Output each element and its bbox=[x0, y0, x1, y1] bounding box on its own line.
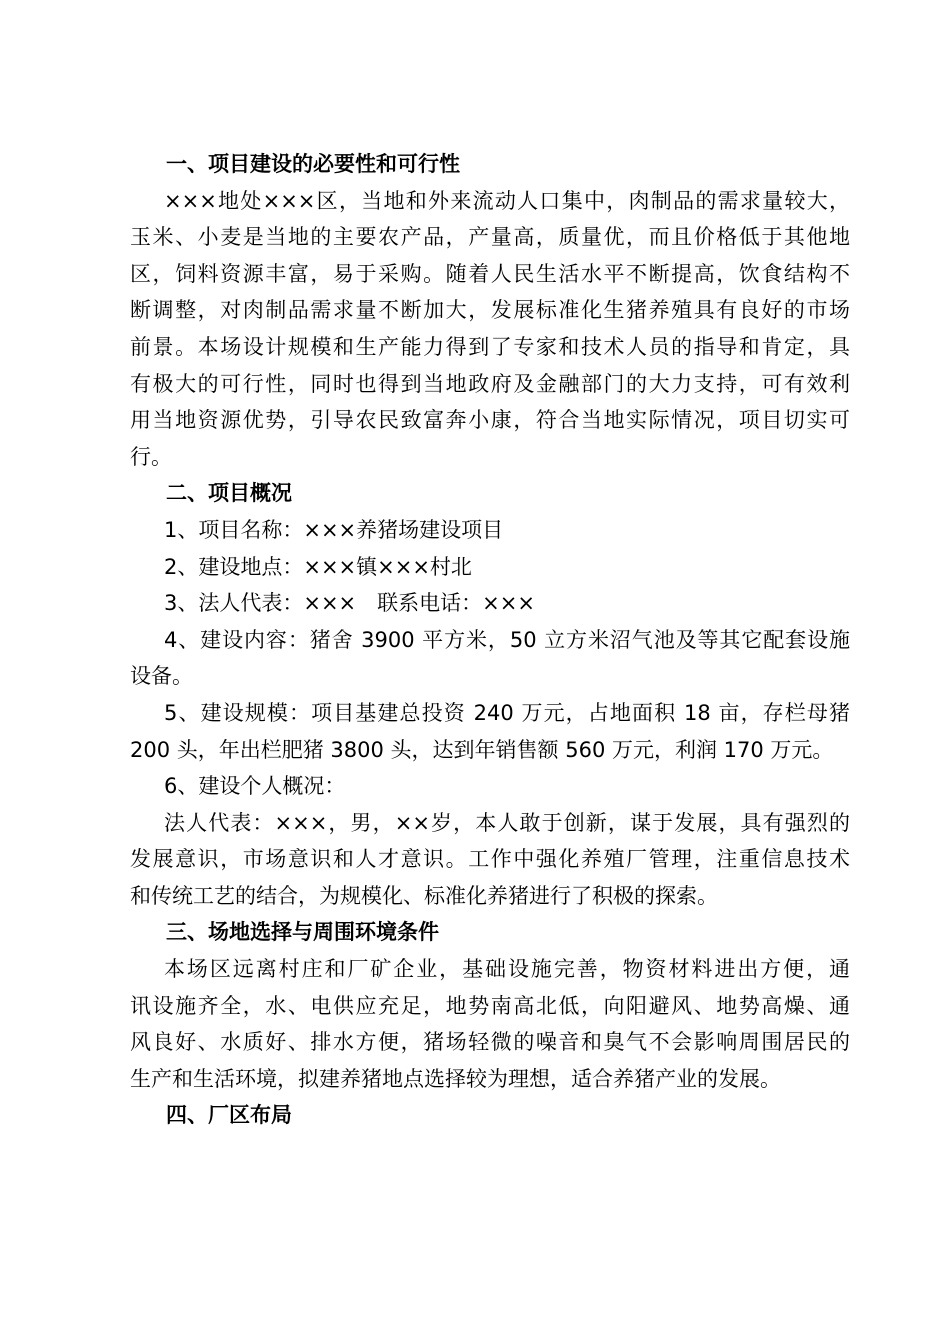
list-item-legal-rep: 3、法人代表：××× 联系电话：××× bbox=[164, 591, 535, 616]
list-item-profile: 6、建设个人概况： bbox=[164, 774, 346, 799]
section-heading-overview: 二、项目概况 bbox=[166, 481, 292, 506]
paragraph-line: 本场区远离村庄和厂矿企业，基础设施完善，物资材料进出方便，通 bbox=[164, 957, 850, 982]
section-heading-necessity: 一、项目建设的必要性和可行性 bbox=[166, 152, 460, 176]
paragraph-line: 断调整，对肉制品需求量不断加大，发展标准化生猪养殖具有良好的市场 bbox=[130, 298, 850, 323]
section-heading-layout: 四、厂区布局 bbox=[166, 1103, 292, 1128]
list-item-content: 4、建设内容：猪舍 3900 平方米，50 立方米沼气池及等其它配套设施 bbox=[164, 627, 850, 652]
list-item-location: 2、建设地点：×××镇×××村北 bbox=[164, 554, 472, 579]
paragraph-line: 生产和生活环境，拟建养猪地点选择较为理想，适合养猪产业的发展。 bbox=[130, 1066, 781, 1091]
list-item-content-cont: 设备。 bbox=[130, 664, 193, 689]
paragraph-line: 行。 bbox=[130, 444, 172, 469]
document-page bbox=[130, 146, 850, 1134]
paragraph-line: 发展意识，市场意识和人才意识。工作中强化养殖厂管理，注重信息技术 bbox=[130, 847, 850, 872]
paragraph-line: 玉米、小麦是当地的主要农产品，产量高，质量优，而且价格低于其他地 bbox=[130, 225, 850, 250]
paragraph-line: 区，饲料资源丰富，易于采购。随着人民生活水平不断提高，饮食结构不 bbox=[130, 261, 850, 286]
paragraph-line: 前景。本场设计规模和生产能力得到了专家和技术人员的指导和肯定，具 bbox=[130, 334, 850, 359]
paragraph-line: 用当地资源优势，引导农民致富奔小康，符合当地实际情况，项目切实可 bbox=[130, 408, 850, 433]
paragraph-line: ×××地处×××区，当地和外来流动人口集中，肉制品的需求量较大， bbox=[164, 188, 850, 213]
paragraph-line: 风良好、水质好、排水方便，猪场轻微的噪音和臭气不会影响周围居民的 bbox=[130, 1030, 850, 1055]
paragraph-line: 法人代表：×××，男，××岁，本人敢于创新，谋于发展，具有强烈的 bbox=[164, 810, 850, 835]
list-item-scale-cont: 200 头，年出栏肥猪 3800 头，达到年销售额 560 万元，利润 170 万元。 bbox=[130, 737, 834, 762]
list-item-project-name: 1、项目名称：×××养猪场建设项目 bbox=[164, 517, 504, 542]
section-heading-site: 三、场地选择与周围环境条件 bbox=[166, 920, 439, 945]
list-item-scale: 5、建设规模：项目基建总投资 240 万元，占地面积 18 亩，存栏母猪 bbox=[164, 700, 850, 725]
paragraph-line: 讯设施齐全，水、电供应充足，地势南高北低，向阳避风、地势高燥、通 bbox=[130, 993, 850, 1018]
paragraph-line: 和传统工艺的结合，为规模化、标准化养猪进行了积极的探索。 bbox=[130, 883, 718, 908]
paragraph-line: 有极大的可行性，同时也得到当地政府及金融部门的大力支持，可有效利 bbox=[130, 371, 850, 396]
